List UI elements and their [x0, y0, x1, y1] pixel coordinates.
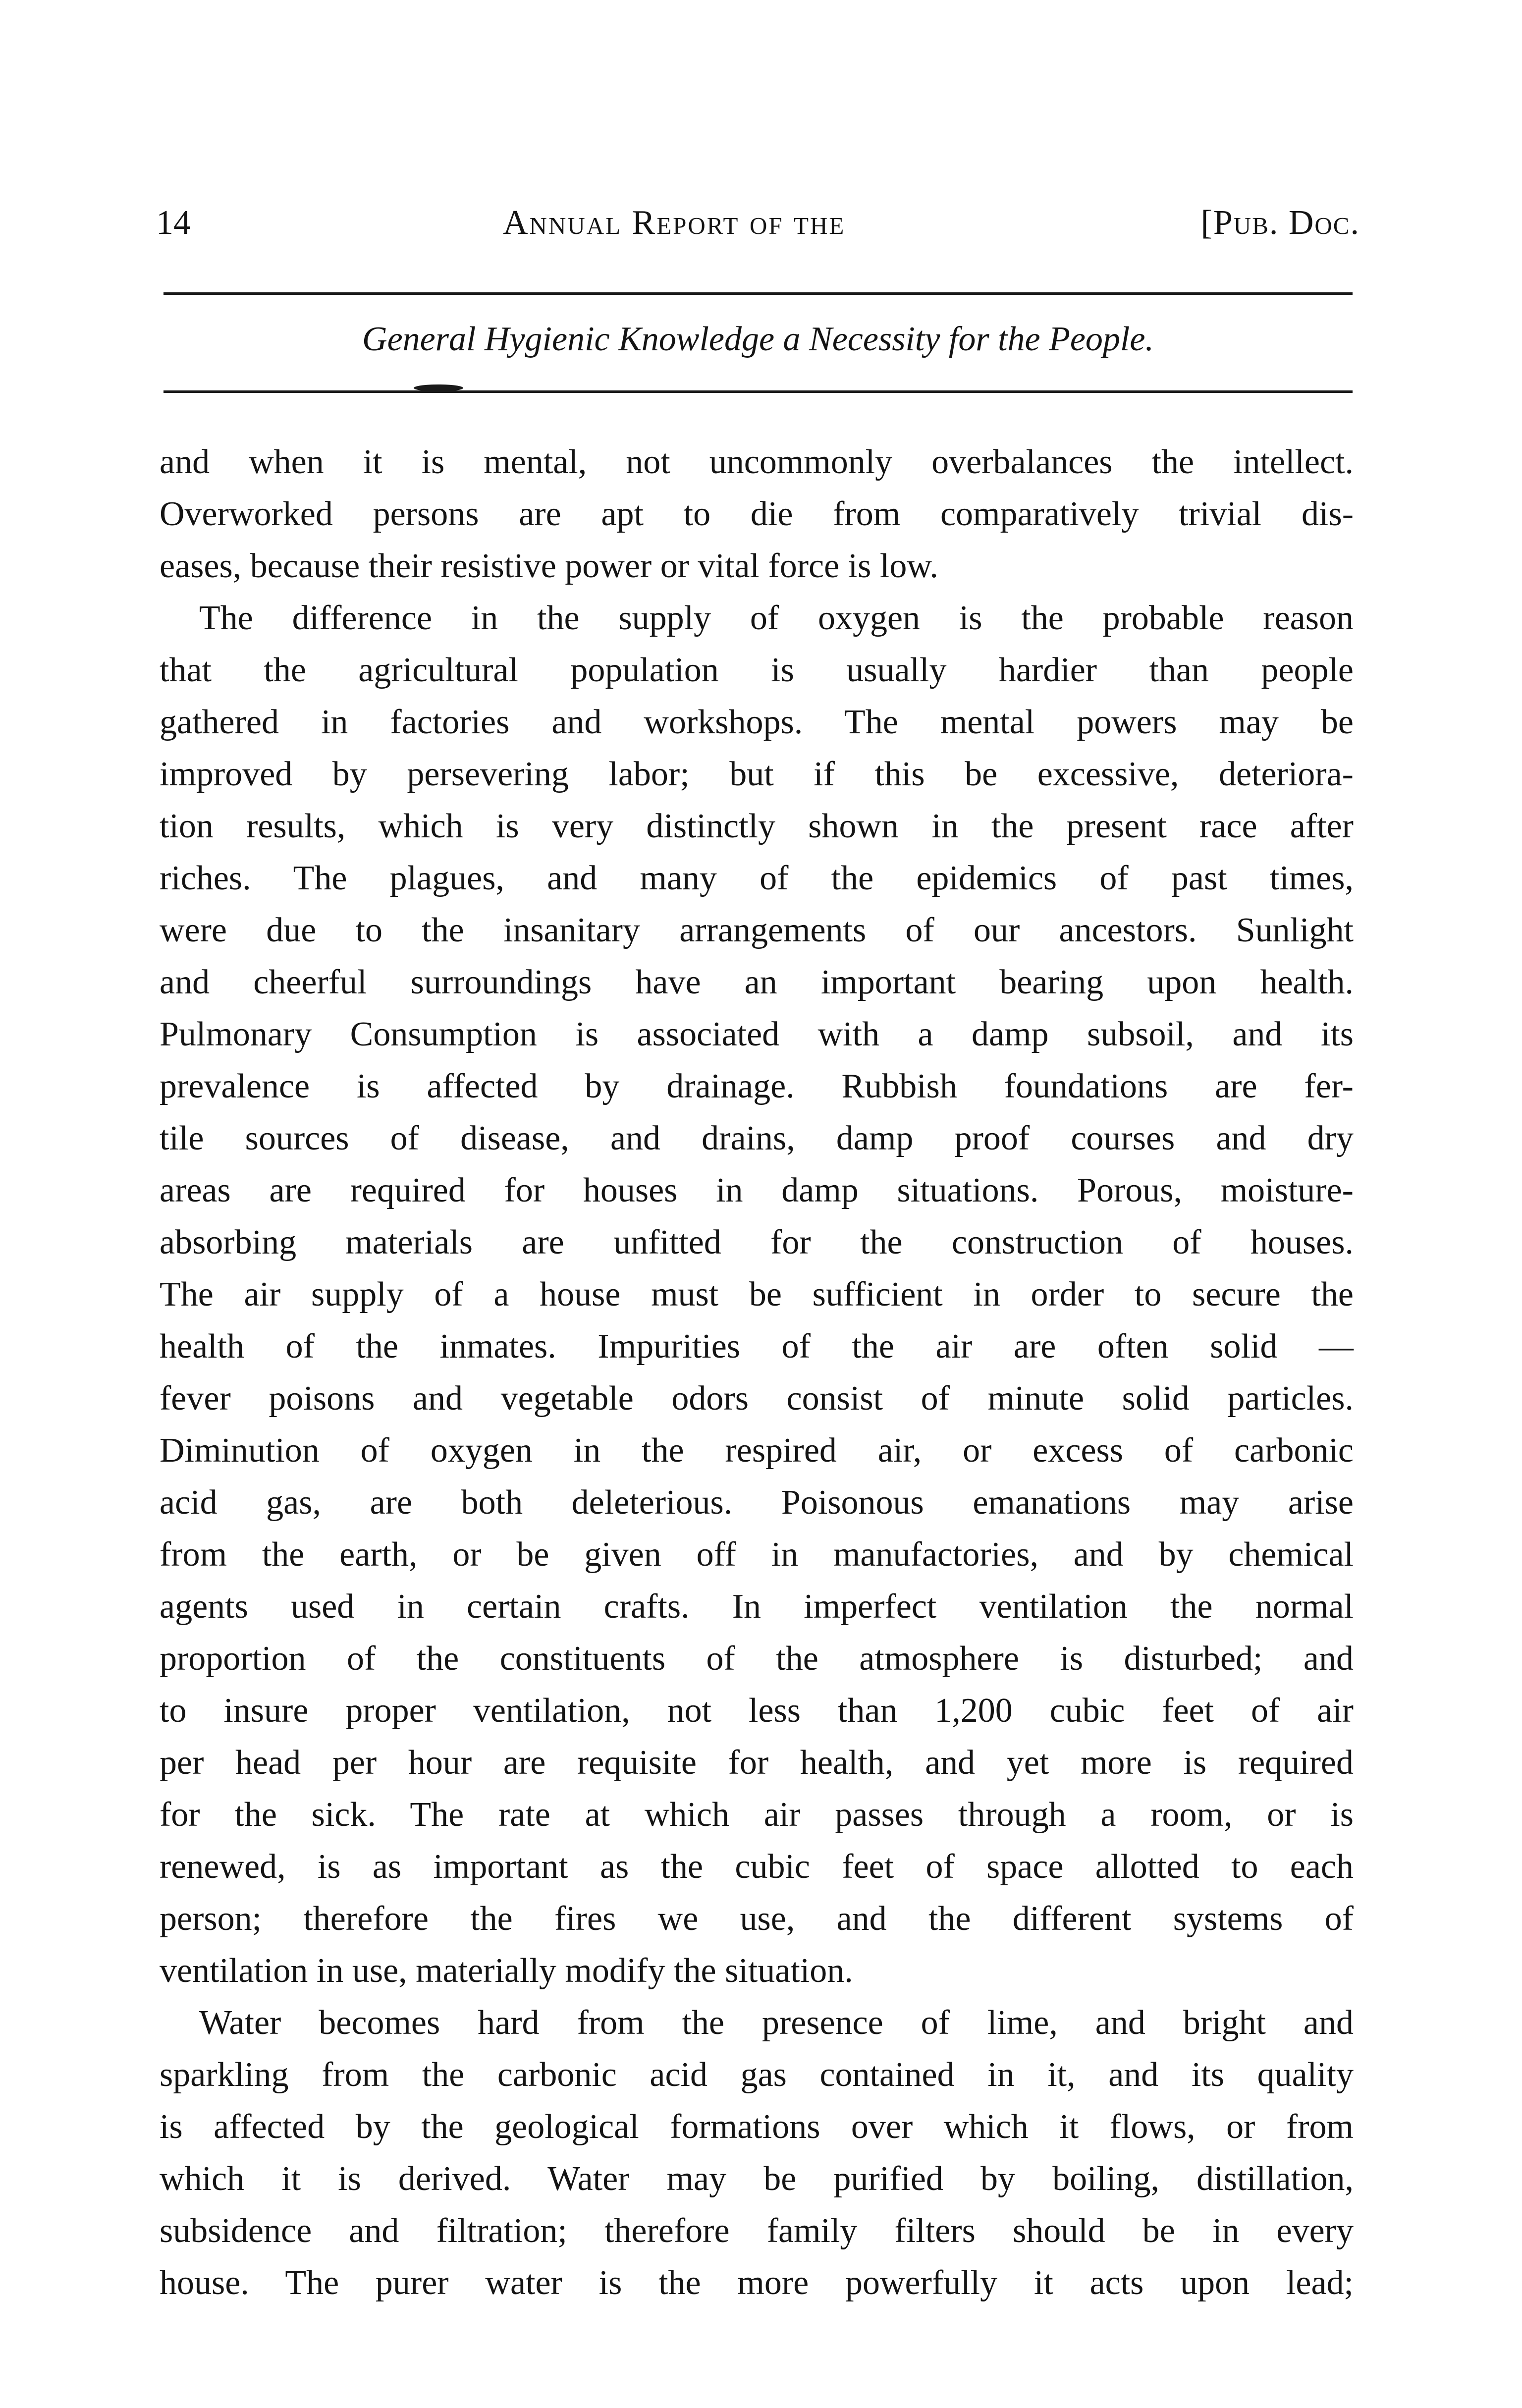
text-line: fever poisons and vegetable odors consist of minute solid particles. — [160, 1379, 1354, 1418]
text-line: Diminution of oxygen in the respired air, or excess of carbonic — [160, 1431, 1354, 1470]
running-title: Annual Report of the — [503, 204, 846, 242]
text-line: ventilation in use, materially modify the situation. — [160, 1952, 853, 1990]
running-header — [156, 196, 1360, 250]
text-line: sparkling from the carbonic acid gas contained in it, and its quality — [160, 2056, 1354, 2094]
text-line: tion results, which is very distinctly shown in the present race after — [160, 807, 1354, 845]
paragraph — [160, 592, 1354, 1997]
text-line: Overworked persons are apt to die from comparatively trivial dis- — [160, 495, 1354, 533]
text-line: for the sick. The rate at which air passes through a room, or is — [160, 1796, 1354, 1834]
text-line: Pulmonary Consumption is associated with a damp subsoil, and its — [160, 1015, 1354, 1053]
text-line: improved by persevering labor; but if this be excessive, deteriora- — [160, 755, 1354, 793]
document-type-label: [Pub. Doc. — [1200, 204, 1360, 242]
text-line: subsidence and filtration; therefore family filters should be in every — [160, 2212, 1354, 2250]
text-line: eases, because their resistive power or vital force is low. — [160, 547, 938, 585]
text-line: tile sources of disease, and drains, damp proof courses and dry — [160, 1119, 1354, 1157]
text-line: agents used in certain crafts. In imperfect ventilation the normal — [160, 1587, 1354, 1626]
page-number: 14 — [156, 204, 191, 242]
text-line: acid gas, are both deleterious. Poisonous emanations may arise — [160, 1483, 1354, 1522]
text-line: The difference in the supply of oxygen is the probable reason — [199, 599, 1354, 637]
paragraph — [160, 436, 1354, 592]
text-line: and cheerful surroundings have an important bearing upon health. — [160, 963, 1354, 1001]
section-heading: General Hygienic Knowledge a Necessity for the People. — [362, 320, 1154, 358]
text-line: health of the inmates. Impurities of the air are often solid — — [160, 1327, 1354, 1366]
text-line: Water becomes hard from the presence of lime, and bright and — [199, 2004, 1354, 2042]
text-line: gathered in factories and workshops. The mental powers may be — [160, 703, 1354, 741]
text-line: The air supply of a house must be sufficient in order to secure the — [160, 1275, 1354, 1313]
header-rule-top — [163, 292, 1353, 295]
text-line: which it is derived. Water may be purified by boiling, distillation, — [160, 2160, 1354, 2198]
text-line: areas are required for houses in damp situations. Porous, moisture- — [160, 1171, 1354, 1209]
paragraph — [160, 1997, 1354, 2309]
text-line: proportion of the constituents of the atmosphere is disturbed; and — [160, 1640, 1354, 1678]
text-line: person; therefore the fires we use, and the different systems of — [160, 1900, 1354, 1938]
body-text — [160, 436, 1354, 2309]
text-line: were due to the insanitary arrangements of our ancestors. Sunlight — [160, 911, 1354, 949]
text-line: riches. The plagues, and many of the epidemics of past times, — [160, 859, 1354, 897]
text-line: is affected by the geological formations over which it flows, or from — [160, 2108, 1354, 2146]
text-line: house. The purer water is the more powerfully it acts upon lead; — [160, 2264, 1354, 2302]
header-rule-bottom — [163, 390, 1353, 393]
text-line: that the agricultural population is usually hardier than people — [160, 651, 1354, 689]
text-line: per head per hour are requisite for health, and yet more is required — [160, 1744, 1354, 1782]
text-line: absorbing materials are unfitted for the construction of houses. — [160, 1223, 1354, 1261]
text-line: from the earth, or be given off in manufactories, and by chemical — [160, 1535, 1354, 1574]
text-line: prevalence is affected by drainage. Rubbish foundations are fer- — [160, 1067, 1354, 1105]
text-line: renewed, is as important as the cubic feet of space allotted to each — [160, 1848, 1354, 1886]
text-line: and when it is mental, not uncommonly overbalances the intellect. — [160, 443, 1354, 481]
rule-ornament — [414, 384, 463, 391]
text-line: to insure proper ventilation, not less than 1,200 cubic feet of air — [160, 1692, 1354, 1730]
